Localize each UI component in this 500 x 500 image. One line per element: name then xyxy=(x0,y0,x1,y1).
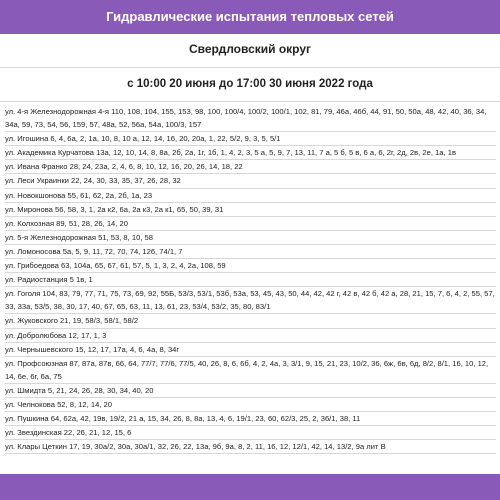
divider xyxy=(0,67,500,68)
bottom-bar xyxy=(0,474,500,500)
street-text: ул. Грибоедова 63, 104а, 65, 67, 61, 57, 5, 1, 3, 2, 4, 2а, 108, 59 xyxy=(5,261,226,271)
street-text: ул. Профсоюзная 87, 87а, 87в, 66, 64, 77/7, 77/6, 77/5, 40, 26, 8, 6, 6б, 4, 2, 4а, 3, 3/1, 9, 15, 21, 23, 10/2, 36, 6ж, 6в, 6д, 8/2, 8/1, 16, 10, 12, 14, 6е, 6г, 6а, 75 xyxy=(5,358,489,381)
street-list-item xyxy=(5,203,496,217)
street-list-item xyxy=(5,287,496,314)
street-text: ул. Шмидта 5, 21, 24, 26, 28, 30, 34, 40, 20 xyxy=(5,385,154,395)
street-text: ул. Новокшонова 55, 61, 62, 2а, 2б, 1а, 23 xyxy=(5,190,153,200)
street-list-item xyxy=(5,273,496,287)
street-text: ул. Миронова 56, 58, 3, 1, 2а к2, 6а, 2а к3, 2а к1, 65, 50, 39, 31 xyxy=(5,204,224,214)
street-text: ул. Игошина 6, 4, 6а, 2, 1а, 10, 8, 10 а, 12, 14, 16, 20, 20а, 1, 22, 5/2, 9, 3, 5, 5/1 xyxy=(5,134,281,144)
street-text: ул. Клары Цеткин 17, 19, 30а/2, 30а, 30а/1, 32, 26, 22, 13а, 9б, 9а, 8, 2, 11, 16, 12, 12/1, 42, 14, 13/2, 9а лит В xyxy=(5,442,386,452)
street-list-item xyxy=(5,384,496,398)
street-text: ул. Жуковского 21, 19, 58/3, 58/1, 58/2 xyxy=(5,316,139,326)
street-list-item xyxy=(5,160,496,174)
street-list-item xyxy=(5,231,496,245)
page-title: Гидравлические испытания тепловых сетей xyxy=(106,9,394,24)
street-text: ул. Челнокова 52, 8, 12, 14, 20 xyxy=(5,399,112,409)
district-title: Свердловский округ xyxy=(188,42,312,56)
divider xyxy=(0,101,500,102)
street-text: ул. Радиостанция 5 1в, 1 xyxy=(5,275,93,285)
street-text: ул. Ломоносова 5а, 5, 9, 11, 72, 70, 74, 126, 74/1, 7 xyxy=(5,246,183,256)
street-list-item xyxy=(5,174,496,188)
street-list-item xyxy=(5,189,496,203)
street-list-item xyxy=(5,412,496,426)
street-list-item xyxy=(5,314,496,328)
period-text: с 10:00 20 июня до 17:00 30 июня 2022 года xyxy=(127,78,373,90)
street-list-item xyxy=(5,329,496,343)
street-text: ул. Ивана Франко 28, 24, 23а, 2, 4, 6, 8, 10, 12, 16, 20, 26, 14, 18, 22 xyxy=(5,162,243,172)
street-text: ул. Академика Курчатова 13а, 12, 10, 14, 8, 8а, 2б, 2а, 1г, 1б, 1, 4, 2, 3, 5 а, 5, 9, 7, 13, 11, 7 а, 5 б, 5 в, 6 а, 6, 2г, 2д, 2в, 2е, 1а, 1в xyxy=(5,148,456,158)
street-text: ул. Гоголя 104, 83, 79, 77, 71, 75, 73, 69, 92, 55Б, 53/3, 53/1, 53б, 53а, 53, 45, 43, 50, 44, 42, 42 г, 42 в, 42 б, 42 а, 28, 21, 15, 7, 6, 4, 2, 55, 57, 33, 33а, 53/5, 38, 30, 17, 40, 67, 65, 63, 11, 13, 61, 23, 53/4, 53/2, 35, 80, 83/1 xyxy=(5,289,495,312)
street-text: ул. Колхозная 89, 51, 28, 26, 14, 20 xyxy=(5,218,128,228)
street-list-item xyxy=(5,398,496,412)
street-text: ул. Добролюбова 12, 17, 1, 3 xyxy=(5,330,107,340)
street-text: ул. Пушкина 64, 62а, 42, 19в, 19/2, 21 а, 15, 34, 26, 8, 8а, 13, 4, 6, 19/1, 23, 60, 62/3, 25, 2, 36/1, 38, 11 xyxy=(5,414,361,424)
street-list-item xyxy=(5,440,496,454)
street-list-item xyxy=(5,245,496,259)
street-text: ул. Звездинская 22, 26, 21, 12, 15, 6 xyxy=(5,428,132,438)
street-list-item xyxy=(5,343,496,357)
street-text: ул. Леси Украинки 22, 24, 30, 33, 35, 37, 26, 28, 32 xyxy=(5,176,181,186)
content-card xyxy=(0,34,500,474)
street-list-item xyxy=(5,146,496,160)
street-list-item xyxy=(5,426,496,440)
street-list-item xyxy=(5,259,496,273)
street-text: ул. 5-я Железнодорожная 51, 53, 8, 10, 58 xyxy=(5,232,153,242)
page-header xyxy=(0,0,500,34)
street-text: ул. Чернышевского 15, 12, 17, 17а, 4, 6, 4а, 8, 34г xyxy=(5,344,180,354)
street-text: ул. 4-я Железнодорожная 4-я 110, 108, 104, 155, 153, 98, 100, 100/4, 100/2, 100/1, 102, 81, 79, 46а, 46б, 44, 91, 50, 50а, 48, 42, 40, 36, 34, 34а, 59, 73, 54, 56, 159, 57, 48а, 52, 56а, 54а, 100/3, 157 xyxy=(5,107,487,130)
street-list-item xyxy=(5,105,496,132)
street-list-item xyxy=(5,132,496,146)
street-list-item xyxy=(5,357,496,384)
street-list xyxy=(5,105,496,454)
street-list-item xyxy=(5,217,496,231)
